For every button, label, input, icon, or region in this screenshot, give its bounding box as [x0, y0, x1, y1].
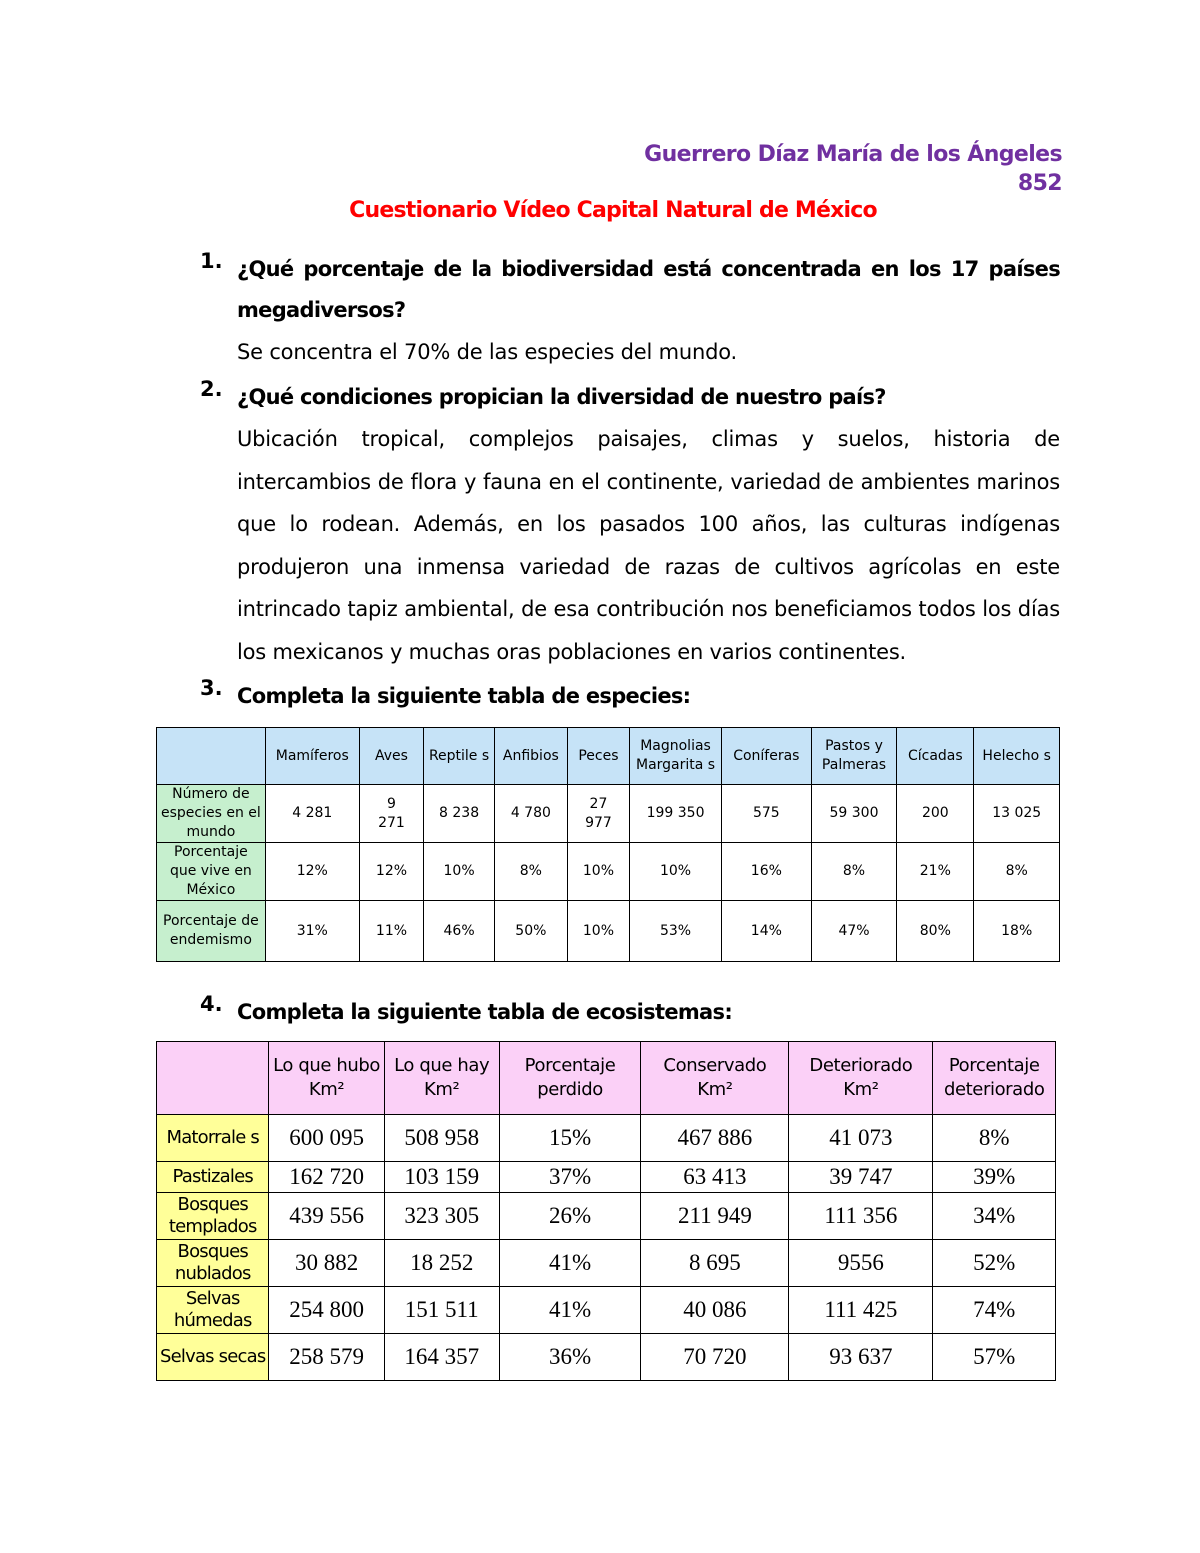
- author-group: 852: [1017, 171, 1062, 196]
- table-cell: 70 720: [641, 1334, 789, 1381]
- table-cell: 74%: [933, 1287, 1056, 1334]
- table-cell: 8%: [933, 1115, 1056, 1162]
- row-header: Bosques nublados: [157, 1240, 269, 1287]
- table-cell: 50%: [494, 901, 567, 962]
- column-header: Reptile s: [424, 728, 495, 785]
- column-header: Lo que hubo Km²: [269, 1042, 384, 1115]
- table-cell: 439 556: [269, 1193, 384, 1240]
- table-row: [157, 1162, 1056, 1193]
- ecosystem-table: [156, 1041, 1056, 1381]
- table-cell: 10%: [567, 843, 629, 901]
- table-row: [157, 1287, 1056, 1334]
- table-row: [157, 785, 1060, 843]
- table-cell: 200: [897, 785, 974, 843]
- table-cell: 9 271: [359, 785, 423, 843]
- row-header: Porcentaje que vive en México: [157, 843, 266, 901]
- row-header: Selvas secas: [157, 1334, 269, 1381]
- column-header: Mamíferos: [265, 728, 359, 785]
- question-text: Completa la siguiente tabla de ecosistemas:: [237, 1000, 733, 1024]
- table-row: [157, 1240, 1056, 1287]
- table-cell: 10%: [630, 843, 722, 901]
- question-number: 4.: [200, 992, 223, 1016]
- column-header: Porcentaje deteriorado: [933, 1042, 1056, 1115]
- table-cell: 39%: [933, 1162, 1056, 1193]
- table-cell: 9556: [789, 1240, 933, 1287]
- author-block: [644, 140, 1062, 198]
- table-cell: 12%: [265, 843, 359, 901]
- question-text: ¿Qué condiciones propician la diversidad de nuestro país?: [237, 385, 886, 409]
- row-header: Matorrale s: [157, 1115, 269, 1162]
- question-3: [200, 676, 1060, 717]
- question-number: 1.: [200, 249, 223, 273]
- table-cell: 15%: [499, 1115, 641, 1162]
- table-cell: 14%: [721, 901, 811, 962]
- question-number: 2.: [200, 377, 223, 401]
- table-cell: 41%: [499, 1240, 641, 1287]
- column-header: Conservado Km²: [641, 1042, 789, 1115]
- row-header: Número de especies en el mundo: [157, 785, 266, 843]
- table-cell: 164 357: [384, 1334, 499, 1381]
- table-cell: 575: [721, 785, 811, 843]
- table-cell: 16%: [721, 843, 811, 901]
- column-header: Magnolias Margarita s: [630, 728, 722, 785]
- table-cell: 111 356: [789, 1193, 933, 1240]
- author-name: Guerrero Díaz María de los Ángeles: [644, 142, 1062, 167]
- table-cell: 111 425: [789, 1287, 933, 1334]
- table-row: [157, 843, 1060, 901]
- table-cell: 93 637: [789, 1334, 933, 1381]
- table-cell: 46%: [424, 901, 495, 962]
- column-header: Cícadas: [897, 728, 974, 785]
- answer-text: Se concentra el 70% de las especies del mundo.: [237, 340, 737, 364]
- column-header: Helecho s: [974, 728, 1060, 785]
- table-cell: 8%: [494, 843, 567, 901]
- table-cell: 52%: [933, 1240, 1056, 1287]
- column-header: Peces: [567, 728, 629, 785]
- column-header: Anfibios: [494, 728, 567, 785]
- column-header: Pastos y Palmeras: [811, 728, 897, 785]
- table-cell: 36%: [499, 1334, 641, 1381]
- table-cell: 37%: [499, 1162, 641, 1193]
- question-1: [200, 249, 1060, 374]
- question-text: Completa la siguiente tabla de especies:: [237, 684, 691, 708]
- table-header-row: [157, 1042, 1056, 1115]
- table-cell: 80%: [897, 901, 974, 962]
- table-cell: 600 095: [269, 1115, 384, 1162]
- table-row: [157, 1193, 1056, 1240]
- table-cell: 13 025: [974, 785, 1060, 843]
- table-cell: 31%: [265, 901, 359, 962]
- table-cell: 47%: [811, 901, 897, 962]
- row-header: Bosques templados: [157, 1193, 269, 1240]
- table-cell: 8 238: [424, 785, 495, 843]
- table-cell: 53%: [630, 901, 722, 962]
- table-cell: 8%: [974, 843, 1060, 901]
- table-cell: 8%: [811, 843, 897, 901]
- column-header: Coníferas: [721, 728, 811, 785]
- table-cell: 26%: [499, 1193, 641, 1240]
- table-cell: 11%: [359, 901, 423, 962]
- table-cell: 27 977: [567, 785, 629, 843]
- question-number: 3.: [200, 676, 223, 700]
- table-cell: 18%: [974, 901, 1060, 962]
- question-2: [200, 377, 1060, 673]
- column-header: Aves: [359, 728, 423, 785]
- table-cell: 199 350: [630, 785, 722, 843]
- table-cell: 59 300: [811, 785, 897, 843]
- column-header: Lo que hay Km²: [384, 1042, 499, 1115]
- table-cell: 151 511: [384, 1287, 499, 1334]
- table-cell: 4 281: [265, 785, 359, 843]
- table-cell: 18 252: [384, 1240, 499, 1287]
- table-cell: 10%: [567, 901, 629, 962]
- table-cell: 10%: [424, 843, 495, 901]
- row-header: Selvas húmedas: [157, 1287, 269, 1334]
- question-4: [200, 992, 1060, 1033]
- table-cell: 41 073: [789, 1115, 933, 1162]
- species-table: [156, 727, 1060, 962]
- table-cell: 103 159: [384, 1162, 499, 1193]
- table-cell: 34%: [933, 1193, 1056, 1240]
- table-row: [157, 1334, 1056, 1381]
- table-cell: 21%: [897, 843, 974, 901]
- column-header: Deteriorado Km²: [789, 1042, 933, 1115]
- document-title: Cuestionario Vídeo Capital Natural de México: [349, 198, 877, 223]
- table-cell: 39 747: [789, 1162, 933, 1193]
- table-cell: 4 780: [494, 785, 567, 843]
- table-cell: 323 305: [384, 1193, 499, 1240]
- table-cell: 12%: [359, 843, 423, 901]
- table-cell: 254 800: [269, 1287, 384, 1334]
- table-header-row: [157, 728, 1060, 785]
- table-cell: 40 086: [641, 1287, 789, 1334]
- question-text: ¿Qué porcentaje de la biodiversidad está concentrada en los 17 países megadiversos?: [237, 257, 1060, 322]
- answer-text: Ubicación tropical, complejos paisajes, climas y suelos, historia de intercambios de flora y fauna en el continente, variedad de ambientes marinos que lo rodean. Además, en los pasados 100 años, las culturas indígenas produjeron una inmensa variedad de razas de cultivos agrícolas en este intrincado tapiz ambiental, de esa contribución nos beneficiamos todos los días los mexicanos y muchas oras poblaciones en varios continentes.: [237, 427, 1060, 664]
- table-cell: 57%: [933, 1334, 1056, 1381]
- table-cell: 30 882: [269, 1240, 384, 1287]
- table-cell: 8 695: [641, 1240, 789, 1287]
- table-cell: 467 886: [641, 1115, 789, 1162]
- table-corner-cell: [157, 1042, 269, 1115]
- table-cell: 63 413: [641, 1162, 789, 1193]
- table-cell: 211 949: [641, 1193, 789, 1240]
- table-row: [157, 1115, 1056, 1162]
- row-header: Porcentaje de endemismo: [157, 901, 266, 962]
- column-header: Porcentaje perdido: [499, 1042, 641, 1115]
- row-header: Pastizales: [157, 1162, 269, 1193]
- table-corner-cell: [157, 728, 266, 785]
- table-row: [157, 901, 1060, 962]
- table-cell: 41%: [499, 1287, 641, 1334]
- table-cell: 508 958: [384, 1115, 499, 1162]
- table-cell: 258 579: [269, 1334, 384, 1381]
- table-cell: 162 720: [269, 1162, 384, 1193]
